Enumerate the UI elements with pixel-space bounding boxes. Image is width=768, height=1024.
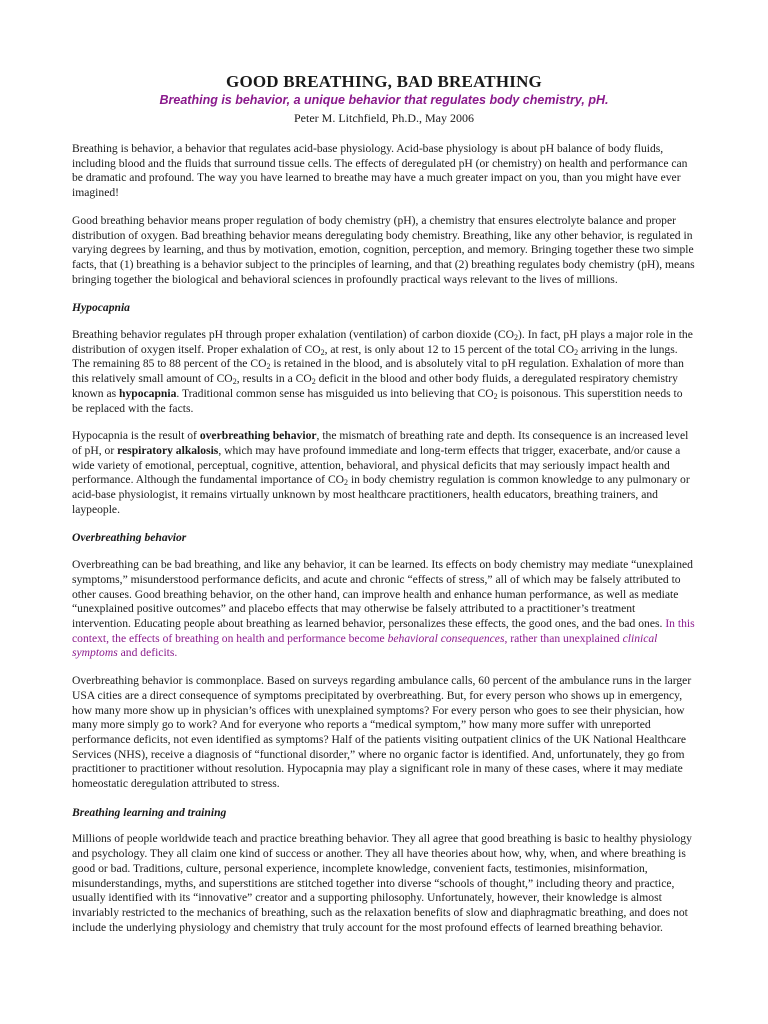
section-heading-hypocapnia: Hypocapnia [72,301,130,315]
paragraph-intro: Breathing is behavior, a behavior that regulates acid-base physiology. Acid-base physiology is about pH balance of body fluids, including blood and the fluids that surround tissue cells. The effects of deregulated pH (or chemistry) on health and performance can be dramatic and profound. The way you have learned to breathe may have a much greater impact on you, than you might have ever imagined! [72,142,688,200]
paragraph-good-breathing: Good breathing behavior means proper regulation of body chemistry (pH), a chemistry that ensures electrolyte balance and proper distribution of oxygen. Bad breathing behavior means deregulating body chemistry. Breathing, like any other behavior, is regulated in varying degrees by learning, and thus by motivation, emotion, cognition, perception, and memory. Bringing together these two simple facts, that (1) breathing is a behavior subject to the principles of learning, and that (2) breathing regulates body chemistry (pH), means bringing together the biological and behavioral sciences in profoundly practical ways relevant to the lives of millions. [72,213,695,286]
section-heading-overbreathing: Overbreathing behavior [72,531,187,545]
document-page [72,72,696,935]
paragraph-overbreathing: Overbreathing can be bad breathing, and like any behavior, it can be learned. Its effects on body chemistry may mediate “unexplained symptoms,” misunderstood performance deficits, and acute and chronic “effects of stress,” all of which may be falsely attributed to other causes. Good breathing behavior, on the other hand, can improve health and enhance human performance, as well as mediate “unexplained positive outcomes” and placebo effects that may otherwise be falsely attributed to a practitioner’s treatment intervention. Educating people about breathing as learned behavior, personalizes these effects, the good ones, and the bad ones. In this context, the effects of breathing on health and performance become behavioral consequences, rather than unexplained clinical symptoms and deficits. [72,558,695,660]
highlighted-sentence: In this context, the effects of breathing on health and performance become [72,616,695,645]
paragraph-commonplace: Overbreathing behavior is commonplace. Based on surveys regarding ambulance calls, 60 percent of the ambulance runs in the larger USA cities are a direct consequence of symptoms precipitated by overbreathing. But, for every person who shows up in emergency, how many more show up in physician’s offices with unexplained symptoms? For every person who goes to see their physician, how many more simply go to work? And for everyone who reports a “medical symptom,” how many more suffer with unreported performance deficits, not even identified as symptoms? Half of the patients visiting outpatient clinics of the UK National Healthcare Services (NHS), receive a diagnosis of “functional disorder,” where no organic factor is identified. And, unfortunately, they go from practitioner to practitioner without resolution. Hypocapnia may play a significant role in many of these cases, where it may mediate homeostatic deregulation attributed to stress. [72,674,692,791]
paragraph-hypocapnia-result: Hypocapnia is the result of overbreathing behavior, the mismatch of breathing rate and depth. Its consequence is an increased level of pH, or respiratory alkalosis, which may have profound immediate and long-term effects that trigger, exacerbate, and/or cause a wide variety of emotional, perceptual, cognitive, attention, behavioral, and physical deficits that may seriously impact health and performance. Although the fundamental importance of $CO_2$ in body chemistry regulation is common knowledge to any pulmonary or acid-base physiologist, it remains virtually unknown by most healthcare practitioners, health educators, breathing trainers, and laypeople. [72,429,690,516]
paragraph-hypocapnia: Breathing behavior regulates pH through proper exhalation (ventilation) of carbon dioxide $(CO_2)$. In fact, pH plays a major role in the distribution of oxygen itself. Proper exhalation of $CO_2$, at rest, is only about 12 to 15 percent of the total $CO_2$ arriving in the lungs. The remaining 85 to 88 percent of the $CO_2$ is retained in the blood, and is absolutely vital to pH regulation. Exhalation of more than this relatively small amount of $CO_2$, results in a $CO_2$ deficit in the blood and other body fluids, a deregulated respiratory chemistry known as hypocapnia. Traditional common sense has misguided us into believing that $CO_2$ is poisonous. This superstition needs to be replaced with the facts. [72,328,693,415]
author-line: Peter M. Litchfield, Ph.D., May 2006 [294,111,474,125]
paragraph-learning: Millions of people worldwide teach and practice breathing behavior. They all agree that good breathing is basic to healthy physiology and psychology. They all claim one kind of success or another. They all have theories about how, why, when, and where breathing is good or bad. Traditions, culture, personal experience, incomplete knowledge, convenient facts, testimonies, misinformation, misunderstandings, myths, and superstitions are stitched together into diverse “schools of thought,” including theory and practice, usually identified with its “innovative” creator and a supporting philosophy. Unfortunately, however, their knowledge is almost invariably restricted to the mechanics of breathing, such as the relaxation benefits of slow and diaphragmatic breathing, and does not include the underlying physiology and chemistry that truly account for the most profound effects of learned breathing behavior. [72,832,692,934]
document-title: GOOD BREATHING, BAD BREATHING [226,72,542,91]
term-overbreathing-behavior: overbreathing behavior [199,429,317,443]
term-respiratory-alkalosis: respiratory alkalosis [117,443,219,457]
section-heading-learning: Breathing learning and training [72,805,227,819]
document-subtitle: Breathing is behavior, a unique behavior that regulates body chemistry, pH. [159,93,609,107]
term-hypocapnia: hypocapnia [119,386,177,400]
